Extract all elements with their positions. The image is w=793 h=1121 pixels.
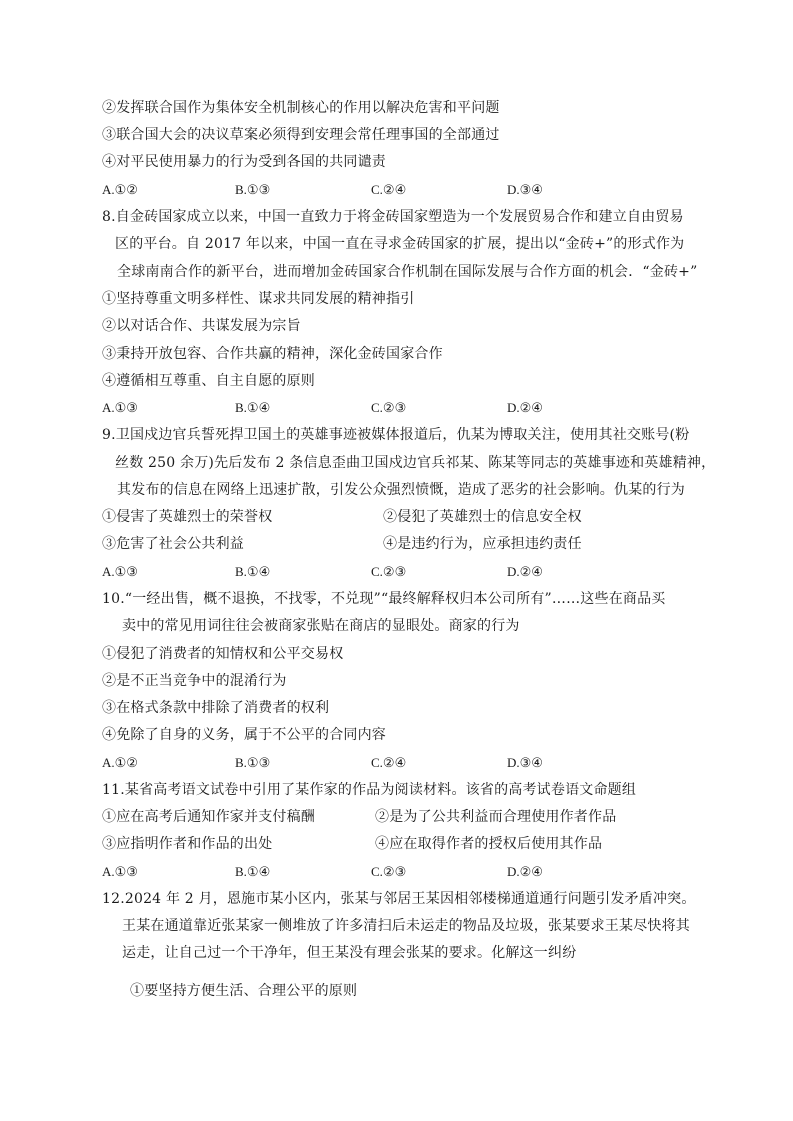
q10-stem-line-2: 卖中的常见用词往往会被商家张贴在商店的显眼处。商家的行为 xyxy=(122,618,520,634)
q10-option-b: B.①③ xyxy=(235,755,271,770)
q8-stem-line-2: 区的平台。自 2017 年以来，中国一直在寻求金砖国家的扩展，提出以“金砖+”的形式作为 xyxy=(115,236,685,252)
q12-stem-line-1: 12.2024 年 2 月，恩施市某小区内，张某与邻居王某因相邻楼梯通道通行问题引发矛盾冲突。 xyxy=(102,891,696,907)
q9-stem-line-1: 9.卫国戍边官兵誓死捍卫国土的英雄事迹被媒体报道后，仇某为博取关注，使用其社交账号(粉 xyxy=(102,427,690,443)
statement-3: ③联合国大会的决议草案必须得到安理会常任理事国的全部通过 xyxy=(102,127,500,143)
q11-statement-3: ③应指明作者和作品的出处 xyxy=(102,836,273,852)
q11-statement-1: ①应在高考后通知作家并支付稿酬 xyxy=(102,809,315,825)
q11-option-a: A.①③ xyxy=(102,864,138,879)
q11-statement-4: ④应在取得作者的授权后使用其作品 xyxy=(375,836,603,852)
q9-option-c: C.②③ xyxy=(371,564,407,579)
q8-stem-line-1: 8.自金砖国家成立以来，中国一直致力于将金砖国家塑造为一个发展贸易合作和建立自由贸易 xyxy=(102,209,684,225)
q10-statement-2: ②是不正当竞争中的混淆行为 xyxy=(102,673,287,689)
q8-statement-3: ③秉持开放包容、合作共赢的精神，深化金砖国家合作 xyxy=(102,346,443,362)
q9-option-b: B.①④ xyxy=(235,564,271,579)
q9-statement-2: ②侵犯了英雄烈士的信息安全权 xyxy=(383,509,582,525)
q10-statement-1: ①侵犯了消费者的知情权和公平交易权 xyxy=(102,646,344,662)
q8-statement-1: ①坚持尊重文明多样性、谋求共同发展的精神指引 xyxy=(102,291,415,307)
q9-statement-1: ①侵害了英雄烈士的荣誉权 xyxy=(102,509,273,525)
q11-option-b: B.①④ xyxy=(235,864,271,879)
q9-statement-3: ③危害了社会公共利益 xyxy=(102,536,244,552)
option-c: C.②④ xyxy=(371,182,407,197)
q8-option-a: A.①③ xyxy=(102,400,138,415)
option-d: D.③④ xyxy=(507,182,543,197)
q8-statement-4: ④遵循相互尊重、自主自愿的原则 xyxy=(102,373,315,389)
q11-statement-2: ②是为了公共利益而合理使用作者作品 xyxy=(375,809,617,825)
q8-option-b: B.①④ xyxy=(235,400,271,415)
q8-stem-line-3: 全球南南合作的新平台，进而增加金砖国家合作机制在国际发展与合作方面的机会．“金砖+” xyxy=(117,264,698,280)
option-a: A.①② xyxy=(102,182,138,197)
q9-option-a: A.①③ xyxy=(102,564,138,579)
q12-stem-line-3: 运走，让自己过一个干净年，但王某没有理会张某的要求。化解这一纠纷 xyxy=(122,945,577,961)
q10-option-a: A.①② xyxy=(102,755,138,770)
q10-statement-4: ④免除了自身的义务，属于不公平的合同内容 xyxy=(102,727,386,743)
q9-statement-4: ④是违约行为，应承担违约责任 xyxy=(383,536,582,552)
q8-option-d: D.②④ xyxy=(507,400,543,415)
q11-stem: 11.某省高考语文试卷中引用了某作家的作品为阅读材料。该省的高考试卷语文命题组 xyxy=(102,782,637,798)
q8-statement-2: ②以对话合作、共谋发展为宗旨 xyxy=(102,318,301,334)
statement-2: ②发挥联合国作为集体安全机制核心的作用以解决危害和平问题 xyxy=(102,100,500,116)
option-b: B.①③ xyxy=(235,182,271,197)
q10-stem-line-1: 10.“一经出售，概不退换，不找零，不兑现”“最终解释权归本公司所有”……这些在商品买 xyxy=(102,591,666,607)
q12-stem-line-2: 王某在通道靠近张某家一侧堆放了许多清扫后未运走的物品及垃圾，张某要求王某尽快将其 xyxy=(122,918,690,934)
q10-statement-3: ③在格式条款中排除了消费者的权利 xyxy=(102,700,330,716)
q9-option-d: D.②④ xyxy=(507,564,543,579)
q8-option-c: C.②③ xyxy=(371,400,407,415)
q12-statement-1: ①要坚持方便生活、合理公平的原则 xyxy=(130,983,358,999)
q10-option-c: C.②④ xyxy=(371,755,407,770)
q10-option-d: D.③④ xyxy=(507,755,543,770)
q9-stem-line-3: 其发布的信息在网络上迅速扩散，引发公众强烈愤慨，造成了恶劣的社会影响。仇某的行为 xyxy=(117,482,685,498)
statement-4: ④对平民使用暴力的行为受到各国的共同谴责 xyxy=(102,154,386,170)
q11-option-d: D.②④ xyxy=(507,864,543,879)
q9-stem-line-2: 丝数 250 余万)先后发布 2 条信息歪曲卫国戍边官兵祁某、陈某等同志的英雄事迹和英雄精神， xyxy=(115,455,716,471)
q11-option-c: C.②③ xyxy=(371,864,407,879)
